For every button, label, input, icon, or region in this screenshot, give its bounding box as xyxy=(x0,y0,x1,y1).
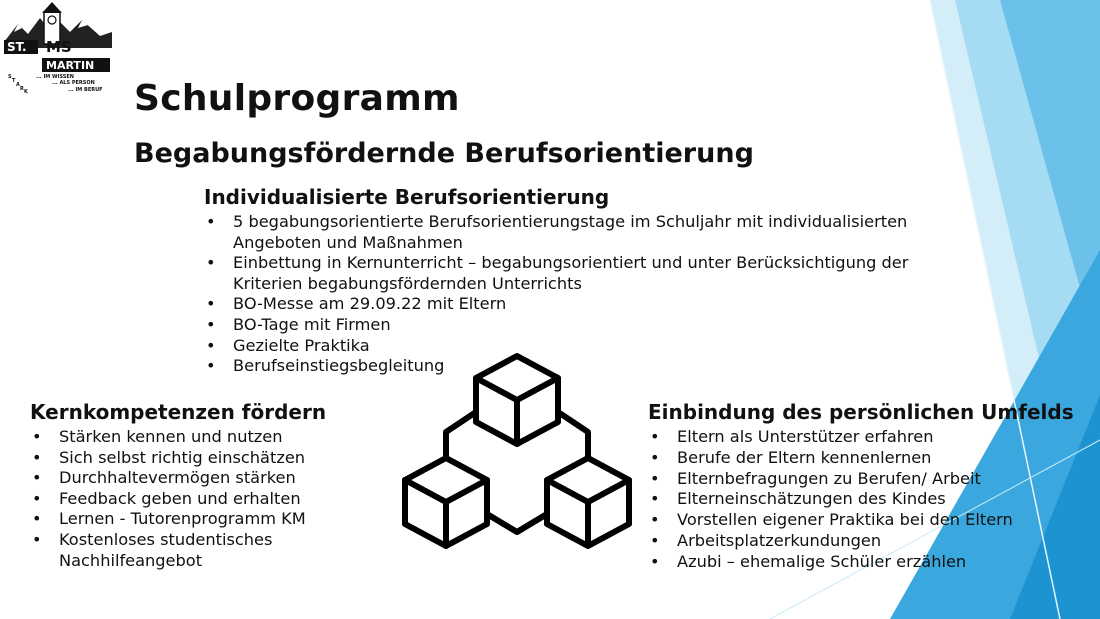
svg-text:R: R xyxy=(20,86,24,92)
list-item: • 5 begabungsorientierte Berufsorientierungstage im Schuljahr mit individualisierten Angeboten und Maßnahmen xyxy=(204,212,924,253)
svg-text:A: A xyxy=(16,82,20,88)
list-item: • Arbeitsplatzerkundungen xyxy=(648,531,1093,552)
list-item: • Vorstellen eigener Praktika bei den Eltern xyxy=(648,510,1093,531)
bullet-list xyxy=(30,427,370,571)
svg-text:... IM BERUF: ... IM BERUF xyxy=(68,87,103,93)
svg-text:MS: MS xyxy=(46,38,72,56)
svg-text:ST.: ST. xyxy=(7,40,27,54)
svg-text:T: T xyxy=(12,78,16,84)
svg-text:MARTIN: MARTIN xyxy=(46,59,95,72)
page-title: Schulprogramm xyxy=(134,78,460,119)
list-item: • Stärken kennen und nutzen xyxy=(30,427,370,448)
list-item: • Berufe der Eltern kennenlernen xyxy=(648,448,1093,469)
list-item: • Gezielte Praktika xyxy=(204,336,924,357)
list-item: • BO-Messe am 29.09.22 mit Eltern xyxy=(204,294,924,315)
section-personal-environment xyxy=(648,400,1093,573)
list-item: • Sich selbst richtig einschätzen xyxy=(30,448,370,469)
bullet-list xyxy=(648,427,1093,573)
list-item: • Elternbefragungen zu Berufen/ Arbeit xyxy=(648,469,1093,490)
list-item: • Berufseinstiegsbegleitung xyxy=(204,356,924,377)
school-logo xyxy=(4,2,112,94)
list-item: • BO-Tage mit Firmen xyxy=(204,315,924,336)
list-item: • Elterneinschätzungen des Kindes xyxy=(648,489,1093,510)
section-individualized-orientation xyxy=(204,185,924,377)
list-item: • Durchhaltevermögen stärken xyxy=(30,468,370,489)
list-item: • Einbettung in Kernunterricht – begabungsorientiert und unter Berücksichtigung der Kriterien begabungsfördernden Unterrichts xyxy=(204,253,924,294)
svg-text:S: S xyxy=(8,74,12,80)
list-item: • Lernen - Tutorenprogramm KM xyxy=(30,509,370,530)
svg-text:... ALS PERSON: ... ALS PERSON xyxy=(52,80,95,86)
cubes-network-icon xyxy=(398,350,636,555)
svg-text:... IM WISSEN: ... IM WISSEN xyxy=(36,74,74,80)
section-heading: Einbindung des persönlichen Umfelds xyxy=(648,400,1074,424)
svg-text:K: K xyxy=(24,89,28,94)
section-core-competencies xyxy=(30,400,370,571)
list-item: • Feedback geben und erhalten xyxy=(30,489,370,510)
section-heading: Individualisierte Berufsorientierung xyxy=(204,185,610,209)
list-item: • Eltern als Unterstützer erfahren xyxy=(648,427,1093,448)
list-item: • Kostenloses studentisches Nachhilfeangebot xyxy=(30,530,289,571)
list-item: • Azubi – ehemalige Schüler erzählen xyxy=(648,552,1093,573)
section-heading: Kernkompetenzen fördern xyxy=(30,400,327,424)
page-subtitle: Begabungsfördernde Berufsorientierung xyxy=(134,138,754,169)
